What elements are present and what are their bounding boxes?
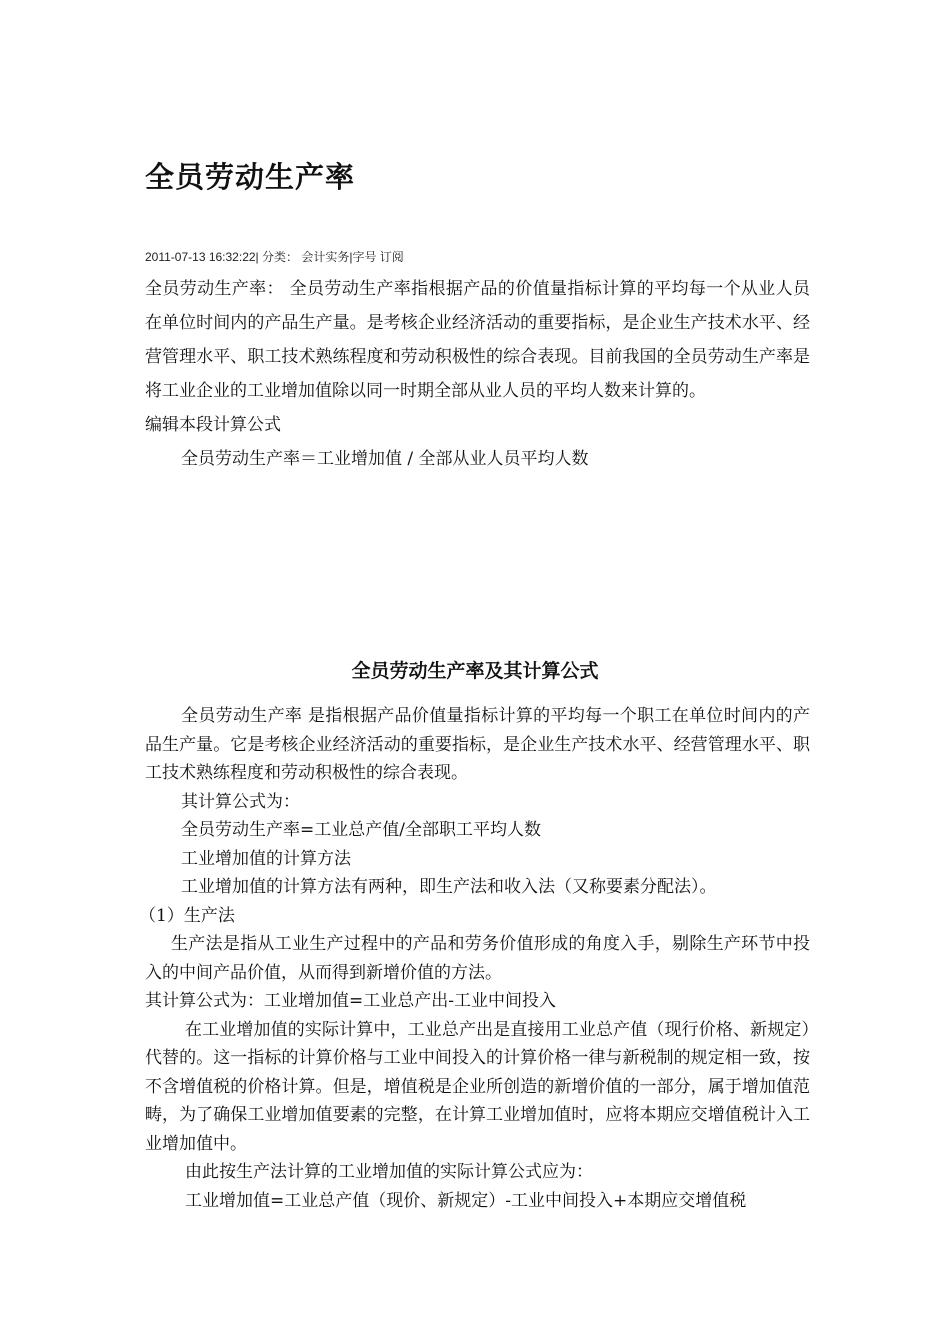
section-title: 全员劳动生产率及其计算公式 [351, 660, 599, 682]
article-meta: 2011-07-13 16:32:22| 分类： 会计实务|字号 订阅 [145, 250, 404, 264]
section-paragraph: 生产法是指从工业生产过程中的产品和劳务价值形成的角度入手，剔除生产环节中投入的中间产品价值，从而得到新增价值的方法。 [145, 934, 810, 983]
section-paragraph: 工业增加值的计算方法有两种，即生产法和收入法（又称要素分配法）。 [181, 877, 717, 897]
section-body [139, 702, 810, 1215]
edit-section-heading: 编辑本段计算公式 [145, 415, 281, 435]
section-paragraph: 其计算公式为： [181, 791, 300, 812]
intro-paragraph: 全员劳动生产率： 全员劳动生产率指根据产品的价值量指标计算的平均每一个从业人员在单位时间内的产品生产量。是考核企业经济活动的重要指标，是企业生产技术水平、经营管理水平、职工技术熟练程度和劳动积极性的综合表现。目前我国的全员劳动生产率是将工业企业的工业增加值除以同一时期全部从业人员的平均人数来计算的。 [145, 279, 810, 401]
section-paragraph: 在工业增加值的实际计算中，工业总产出是直接用工业总产值（现行价格、新规定）代替的。这一指标的计算价格与工业中间投入的计算价格一律与新税制的规定相一致，按不含增值税的价格计算。但是，增值税是企业所创造的新增价值的一部分，属于增加值范畴，为了确保工业增加值要素的完整，在计算工业增加值时，应将本期应交增值税计入工业增加值中。 [145, 1019, 810, 1154]
article-body [145, 272, 810, 476]
formula-line: 全员劳动生产率＝工业增加值 / 全部从业人员平均人数 [181, 449, 589, 469]
section-paragraph: 全员劳动生产率 是指根据产品价值量指标计算的平均每一个职工在单位时间内的产品生产量。它是考核企业经济活动的重要指标，是企业生产技术水平、经营管理水平、职工技术熟练程度和劳动积极性的综合表现。 [145, 706, 810, 783]
section-paragraph: 工业增加值的计算方法 [181, 848, 351, 869]
section-paragraph: 由此按生产法计算的工业增加值的实际计算公式应为： [185, 1162, 593, 1182]
section-paragraph: （1）生产法 [139, 905, 235, 926]
article-title: 全员劳动生产率 [145, 160, 356, 194]
section-paragraph: 全员劳动生产率=工业总产值/全部职工平均人数 [181, 820, 541, 840]
section-paragraph: 其计算公式为：工业增加值=工业总产出-工业中间投入 [145, 991, 556, 1011]
section-paragraph: 工业增加值=工业总产值（现价、新规定）-工业中间投入+本期应交增值税 [185, 1190, 747, 1211]
